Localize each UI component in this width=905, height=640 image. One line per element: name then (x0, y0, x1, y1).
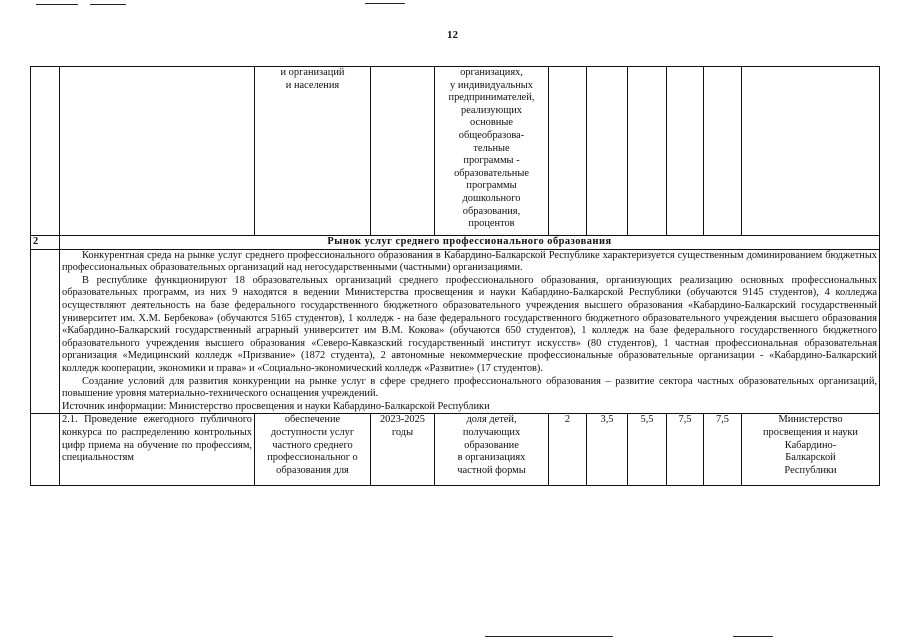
scan-line-top-mid (365, 3, 405, 4)
section-header-row (31, 236, 880, 250)
measure-value-4: 7,5 (667, 414, 704, 486)
source-line: Источник информации: Министерство просвещения и науки Кабардино-Балкарской Республики (62, 400, 490, 412)
cont-cell-responsible (742, 67, 880, 236)
measure-num-cell (31, 414, 60, 486)
page-number: 12 (447, 29, 458, 41)
cont-cell-v4 (667, 67, 704, 236)
measure-indicator: доля детей, получающих образование в организациях частной формы (435, 414, 549, 486)
cont-cell-measure (60, 67, 255, 236)
cont-cell-v1 (549, 67, 587, 236)
scan-line-bottom-right (733, 636, 773, 637)
description-num-cell (31, 249, 60, 414)
cont-cell-v3 (628, 67, 667, 236)
section-description (60, 249, 880, 414)
measure-responsible: Министерство просвещения и науки Кабардино- Балкарской Республики (742, 414, 880, 486)
continuation-row (31, 67, 880, 236)
measure-value-3: 5,5 (628, 414, 667, 486)
section-description-row (31, 249, 880, 414)
description-paragraph-1: Конкурентная среда на рынке услуг среднего профессионального образования в Кабардино-Балкарской Республике характеризуется существенным доминированием бюджетных профессиональных образовательных организаций над негосударственными (частными) организациями. (62, 249, 877, 274)
cont-cell-period (371, 67, 435, 236)
cont-cell-v2 (587, 67, 628, 236)
scan-line-top-left-2 (90, 4, 126, 5)
description-paragraph-3: Создание условий для развития конкуренции на рынке услуг в сфере среднего профессионального образования – развитие сектора частных образовательных организаций, повышение уровня материально-технического оснащения учреждений. (62, 375, 877, 400)
description-paragraph-2: В республике функционируют 18 образовательных организаций среднего профессионального образования, организующих реализацию основных профессиональных образовательных программ, из них 9 находятся в ведении Министерства просвещения и науки Кабардино-Балкарской Республики (обучаются 9145 студентов), 4 колледжа осуществляют деятельность на базе федерального государственного бюджетного образовательного учреждения высшего образования «Кабардино-Балкарский государственный университет им. Х.М. Бербекова» (обучаются 5165 студентов), 1 колледж - на базе федерального государственного бюджетного образовательного учреждения высшего образования «Кабардино-Балкарский государственный аграрный университет им В.М. Кокова» (обучаются 650 студентов), 1 колледж на базе федерального государственного бюджетного образовательного учреждения высшего образования «Северо-Кавказский государственный институт искусств» (80 студентов), 1 частная профессиональная образовательная организация «Медицинский колледж «Призвание» (1872 студента), 2 автономные некоммерческие профессиональные образовательные организации - «Кабардино-Балкарский колледж кооперации, экономики и права» и «Социально-экономический колледж «Развитие» (17 студентов). (62, 274, 877, 374)
measure-goal: обеспечение доступности услуг частного среднего профессиональног о образования для (255, 414, 371, 486)
measure-value-5: 7,5 (704, 414, 742, 486)
measures-table (30, 66, 880, 486)
section-number: 2 (31, 236, 60, 250)
measure-value-1: 2 (549, 414, 587, 486)
scan-line-top-left (36, 4, 78, 5)
measure-description: 2.1. Проведение ежегодного публичного конкурса по распределению контрольных цифр приема на обучение по профессиям, специальностям (60, 414, 255, 486)
scan-line-bottom-mid (485, 636, 613, 637)
measure-row (31, 414, 880, 486)
cont-cell-num (31, 67, 60, 236)
section-title: Рынок услуг среднего профессионального образования (60, 236, 880, 250)
measure-period: 2023-2025 годы (371, 414, 435, 486)
cont-cell-goal: и организаций и населения (255, 67, 371, 236)
measure-value-2: 3,5 (587, 414, 628, 486)
cont-cell-indicator: организациях, у индивидуальных предпринимателей, реализующих основные общеобразова- тельные программы - образовательные программы дошкольного образования, процентов (435, 67, 549, 236)
cont-cell-v5 (704, 67, 742, 236)
